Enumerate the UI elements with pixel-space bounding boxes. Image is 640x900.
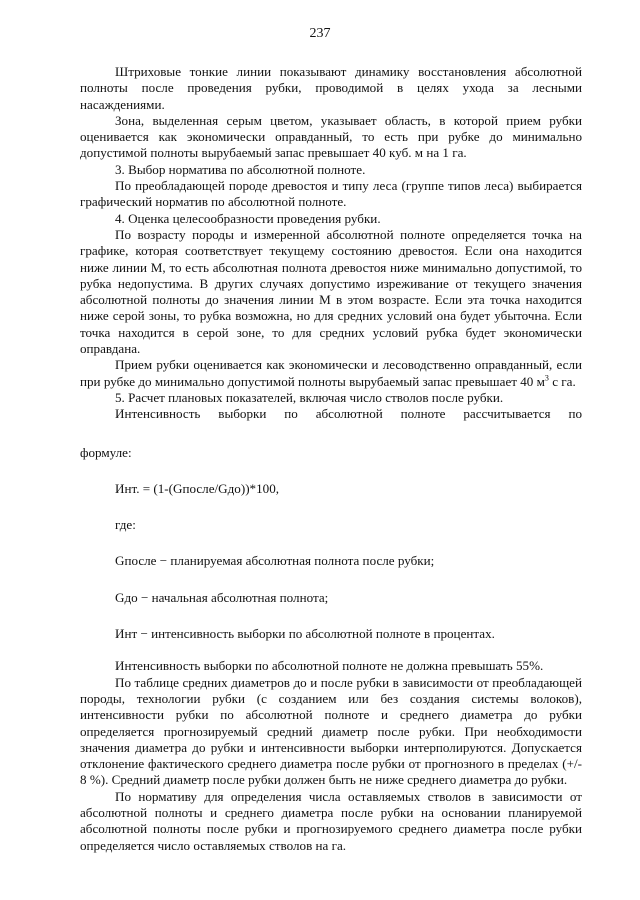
definition-intensity: Инт − интенсивность выборки по абсолютной полноте в процентах. xyxy=(115,626,495,642)
paragraph-gray-zone: Зона, выделенная серым цветом, указывает область, в которой прием рубки оценивается как экономически оправданный, то есть при рубке до минимально допустимой полноты вырубаемый запас превышает 40 куб. м на 1 га. xyxy=(80,112,582,161)
step-4-heading: 4. Оценка целесообразности проведения рубки. xyxy=(115,210,381,226)
criterion-text: Прием рубки оценивается как экономически и лесоводственно оправданный, если при рубке до минимально допустимой полноты вырубаемый запас превышает 40 м xyxy=(80,357,582,389)
definition-g-before: Gдо − начальная абсолютная полнота; xyxy=(115,589,329,605)
cubic-superscript: 3 xyxy=(544,373,549,383)
document-body xyxy=(80,64,582,854)
paragraph-choose-norm: По преобладающей породе древостоя и типу леса (группе типов леса) выбирается графический норматив по абсолютной полноте. xyxy=(80,178,582,210)
paragraph-stem-count: По нормативу для определения числа оставляемых стволов в зависимости от абсолютной полноты и среднего диаметра после рубки на основании планируемой абсолютной полноты после рубки и прогнозируемого среднего диаметра после рубки определяется число оставляемых стволов на га. xyxy=(80,788,582,853)
formula-where: где: xyxy=(115,517,136,533)
page-number: 237 xyxy=(309,26,331,41)
paragraph-hatched-lines: Штриховые тонкие линии показывают динамику восстановления абсолютной полноты после проведения рубки, проводимой в целях ухода за лесными насаждениями. xyxy=(80,64,582,112)
paragraph-intensity-limit: Интенсивность выборки по абсолютной полноте не должна превышать 55%. xyxy=(115,658,544,674)
criterion-text-end: с га. xyxy=(548,373,576,389)
step-3-heading: 3. Выбор норматива по абсолютной полноте. xyxy=(115,161,366,177)
definition-g-after: Gпосле − планируемая абсолютная полнота после рубки; xyxy=(115,553,435,569)
paragraph-diameter-table: По таблице средних диаметров до и после рубки в зависимости от преобладающей породы, технологии рубки (с созданием или без создания системы волоков), интенсивности рубки по абсолютной полноте и среднего диаметра до рубки определяется прогнозируемый средний диаметр после рубки. При необходимости значения диаметра до рубки и интенсивности выборки интерполируются. Допускается отклонение фактического среднего диаметра после рубки от прогнозного в пределах (+/- 8 %). Средний диаметр после рубки должен быть не ниже среднего диаметра до рубки. xyxy=(80,674,582,788)
formula: Инт. = (1-(Gпосле/Gдо))*100, xyxy=(115,480,280,496)
formula-label: формуле: xyxy=(80,444,132,460)
paragraph-intensity-intro: Интенсивность выборки по абсолютной полноте рассчитывается по xyxy=(115,406,582,422)
paragraph-economic-criterion xyxy=(80,357,582,390)
step-5-heading: 5. Расчет плановых показателей, включая число стволов после рубки. xyxy=(115,389,504,405)
paragraph-feasibility: По возрасту породы и измеренной абсолютной полноте определяется точка на графике, которая соответствует текущему состоянию древостоя. Если она находится ниже линии М, то есть абсолютная полнота древостоя ниже минимально допустимой, то рубка недопустима. В других случаях допустимо изреживание от текущего значения абсолютной полноты до значения линии М в этом возрасте. Если эта точка находится ниже серой зоны, то рубка возможна, но для средних условий она будет убыточна. Если точка находится в серой зоне, то для средних условий рубка будет экономически оправдана. xyxy=(80,226,582,357)
